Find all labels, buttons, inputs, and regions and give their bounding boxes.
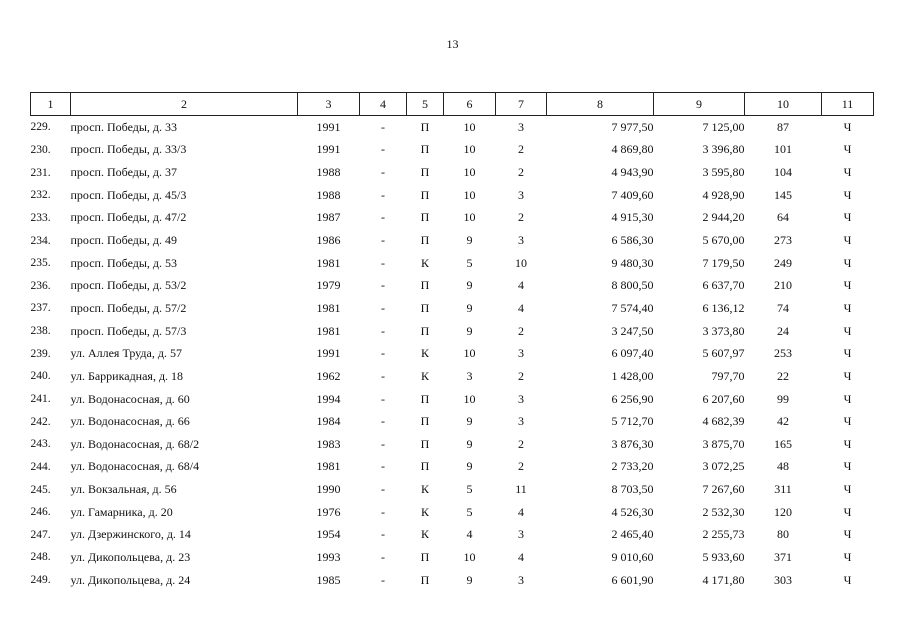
col-4-cell: - [381,459,385,474]
residents-cell: 273 [774,233,792,248]
row-number-cell: 242. [30,415,51,428]
wall-type-cell: П [420,187,430,202]
col-11-cell: Ч [843,142,852,157]
living-area-cell: 6 136,12 [702,300,745,315]
row-number-cell: 246. [30,506,51,519]
wall-type-cell: П [420,119,430,134]
year-built-cell: 1988 [316,165,341,180]
col-4-cell: - [381,165,385,180]
wall-type-cell: П [420,572,430,587]
table-row [31,252,874,275]
total-area-cell: 2 733,20 [611,459,654,474]
floors-cell: 10 [463,142,476,157]
residents-cell: 99 [777,391,789,406]
row-number-cell: 237. [30,302,51,315]
table-row [31,546,874,569]
living-area-cell: 4 171,80 [702,572,745,587]
total-area-cell: 9 010,60 [611,549,654,564]
year-built-cell: 1987 [316,210,341,225]
total-area-cell: 6 586,30 [611,233,654,248]
table-row [31,410,874,433]
column-header-5: 5 [407,93,444,116]
wall-type-cell: К [420,346,429,361]
floors-cell: 10 [463,119,476,134]
page-number: 13 [446,37,459,51]
wall-type-cell: П [420,549,430,564]
col-4-cell: - [381,436,385,451]
living-area-cell: 4 928,90 [702,187,745,202]
wall-type-cell: П [420,278,430,293]
col-4-cell: - [381,255,385,270]
floors-cell: 4 [466,527,473,542]
col-4-cell: - [381,368,385,383]
row-number-cell: 230. [30,143,51,156]
entrances-cell: 3 [518,572,524,587]
wall-type-cell: П [420,459,430,474]
year-built-cell: 1981 [316,300,341,315]
address-cell: просп. Победы, д. 57/3 [70,323,187,338]
total-area-cell: 5 712,70 [611,414,654,429]
entrances-cell: 2 [518,436,524,451]
year-built-cell: 1991 [316,119,341,134]
wall-type-cell: П [420,233,430,248]
column-header-2: 2 [71,93,298,116]
living-area-cell: 7 179,50 [702,255,745,270]
year-built-cell: 1976 [316,504,341,519]
col-4-cell: - [381,187,385,202]
year-built-cell: 1991 [316,346,341,361]
column-header-6: 6 [444,93,496,116]
table-row [31,569,874,592]
entrances-cell: 2 [518,165,524,180]
floors-cell: 9 [466,278,473,293]
residents-cell: 311 [774,482,792,497]
floors-cell: 5 [466,482,473,497]
residents-cell: 80 [777,527,789,542]
residents-cell: 303 [774,572,792,587]
row-number-cell: 239. [30,347,51,360]
col-11-cell: Ч [843,119,852,134]
address-cell: просп. Победы, д. 49 [70,233,178,248]
year-built-cell: 1990 [316,482,341,497]
wall-type-cell: К [420,482,429,497]
entrances-cell: 2 [518,142,524,157]
col-11-cell: Ч [843,255,852,270]
col-11-cell: Ч [843,504,852,519]
residents-cell: 64 [777,210,789,225]
address-cell: ул. Гамарника, д. 20 [70,504,173,519]
floors-cell: 10 [463,187,476,202]
wall-type-cell: П [420,414,430,429]
floors-cell: 3 [466,368,473,383]
col-11-cell: Ч [843,459,852,474]
entrances-cell: 4 [518,504,524,519]
wall-type-cell: П [420,323,430,338]
col-4-cell: - [381,346,385,361]
wall-type-cell: П [420,142,430,157]
address-cell: ул. Дикопольцева, д. 24 [70,572,191,587]
table-row [31,478,874,501]
living-area-cell: 6 637,70 [702,278,745,293]
address-cell: просп. Победы, д. 53/2 [70,278,187,293]
total-area-cell: 4 869,80 [611,142,654,157]
row-number-cell: 241. [30,393,51,405]
table-row [31,342,874,365]
table-row [31,116,874,139]
address-cell: просп. Победы, д. 47/2 [70,210,187,225]
col-11-cell: Ч [843,549,852,564]
total-area-cell: 2 465,40 [611,527,654,542]
row-number-cell: 240. [30,370,51,383]
column-header-11: 11 [822,93,874,116]
residents-cell: 120 [774,504,792,519]
address-cell: просп. Победы, д. 37 [70,165,178,180]
entrances-cell: 4 [518,278,524,293]
col-11-cell: Ч [843,323,852,338]
col-11-cell: Ч [843,233,852,248]
living-area-cell: 797,70 [711,368,745,383]
residents-cell: 104 [774,165,792,180]
col-4-cell: - [381,504,385,519]
year-built-cell: 1984 [316,414,341,429]
row-number-cell: 243. [30,438,51,451]
floors-cell: 10 [463,391,476,406]
address-cell: ул. Аллея Труда, д. 57 [70,346,182,361]
table-body [31,116,874,592]
total-area-cell: 8 703,50 [611,482,654,497]
col-11-cell: Ч [843,210,852,225]
entrances-cell: 3 [518,414,524,429]
entrances-cell: 10 [515,255,527,270]
col-11-cell: Ч [843,165,852,180]
column-header-7: 7 [496,93,547,116]
living-area-cell: 5 670,00 [702,233,745,248]
column-header-8: 8 [547,93,654,116]
year-built-cell: 1954 [316,527,341,542]
living-area-cell: 3 072,25 [702,459,745,474]
row-number-cell: 235. [30,257,51,270]
wall-type-cell: К [420,368,429,383]
col-4-cell: - [381,142,385,157]
col-11-cell: Ч [843,278,852,293]
residents-cell: 165 [774,436,792,451]
address-cell: ул. Водонасосная, д. 60 [70,391,190,406]
year-built-cell: 1981 [316,459,341,474]
entrances-cell: 2 [518,323,524,338]
address-cell: ул. Водонасосная, д. 66 [70,414,190,429]
living-area-cell: 5 933,60 [702,549,745,564]
col-4-cell: - [381,323,385,338]
year-built-cell: 1993 [316,549,341,564]
table-row [31,320,874,343]
entrances-cell: 2 [518,368,524,383]
row-number-cell: 233. [30,211,51,224]
col-11-cell: Ч [843,414,852,429]
total-area-cell: 4 526,30 [611,504,654,519]
living-area-cell: 2 255,73 [702,527,745,542]
floors-cell: 9 [466,300,473,315]
residents-cell: 101 [774,142,792,157]
residents-cell: 22 [777,368,789,383]
entrances-cell: 3 [518,527,524,542]
row-number-cell: 249. [30,574,51,587]
residents-cell: 249 [774,255,792,270]
wall-type-cell: П [420,300,430,315]
col-11-cell: Ч [843,572,852,587]
residents-cell: 48 [777,459,789,474]
living-area-cell: 3 396,80 [702,142,745,157]
col-11-cell: Ч [843,436,852,451]
floors-cell: 9 [466,572,473,587]
floors-cell: 10 [463,346,476,361]
wall-type-cell: П [420,210,430,225]
floors-cell: 9 [466,414,473,429]
living-area-cell: 3 875,70 [702,436,745,451]
table-row [31,139,874,162]
residents-cell: 145 [774,187,792,202]
wall-type-cell: К [420,527,429,542]
row-number-cell: 234. [30,234,51,247]
floors-cell: 10 [463,165,476,180]
col-4-cell: - [381,391,385,406]
row-number-cell: 247. [30,528,51,541]
address-cell: ул. Водонасосная, д. 68/4 [70,459,200,474]
col-4-cell: - [381,233,385,248]
address-cell: ул. Баррикадная, д. 18 [70,368,184,383]
living-area-cell: 2 944,20 [702,210,745,225]
floors-cell: 10 [463,210,476,225]
floors-cell: 5 [466,504,473,519]
address-cell: ул. Вокзальная, д. 56 [70,482,177,497]
col-4-cell: - [381,300,385,315]
residents-cell: 87 [777,119,789,134]
year-built-cell: 1962 [316,368,341,383]
col-11-cell: Ч [843,187,852,202]
col-11-cell: Ч [843,527,852,542]
total-area-cell: 3 247,50 [611,323,654,338]
entrances-cell: 4 [518,549,524,564]
entrances-cell: 2 [518,210,524,225]
column-header-1: 1 [31,93,71,116]
col-11-cell: Ч [843,300,852,315]
total-area-cell: 6 256,90 [611,391,654,406]
col-11-cell: Ч [843,391,852,406]
entrances-cell: 3 [518,391,524,406]
wall-type-cell: П [420,391,430,406]
year-built-cell: 1986 [316,233,341,248]
year-built-cell: 1979 [316,278,341,293]
wall-type-cell: П [420,436,430,451]
address-cell: ул. Водонасосная, д. 68/2 [70,436,200,451]
total-area-cell: 7 409,60 [611,187,654,202]
table-row [31,524,874,547]
table-row [31,365,874,388]
column-header-9: 9 [654,93,745,116]
col-11-cell: Ч [843,346,852,361]
table-row [31,184,874,207]
entrances-cell: 11 [515,482,527,497]
row-number-cell: 231. [30,166,51,179]
residents-cell: 371 [774,549,792,564]
floors-cell: 9 [466,436,473,451]
address-cell: просп. Победы, д. 57/2 [70,300,187,315]
year-built-cell: 1988 [316,187,341,202]
living-area-cell: 4 682,39 [702,414,745,429]
row-number-cell: 244. [30,460,51,473]
row-number-cell: 232. [30,189,51,202]
floors-cell: 9 [466,323,473,338]
col-4-cell: - [381,527,385,542]
col-4-cell: - [381,119,385,134]
table-row [31,456,874,479]
total-area-cell: 6 097,40 [611,346,654,361]
header-row [31,93,874,116]
row-number-cell: 245. [30,483,51,496]
col-4-cell: - [381,549,385,564]
total-area-cell: 7 574,40 [611,300,654,315]
col-4-cell: - [381,278,385,293]
residents-cell: 253 [774,346,792,361]
table-row [31,229,874,252]
table-row [31,274,874,297]
living-area-cell: 3 595,80 [702,165,745,180]
table-row [31,433,874,456]
table-row [31,297,874,320]
entrances-cell: 3 [518,346,524,361]
total-area-cell: 4 915,30 [611,210,654,225]
table-row [31,207,874,230]
address-cell: ул. Дикопольцева, д. 23 [70,549,191,564]
wall-type-cell: К [420,255,429,270]
total-area-cell: 6 601,90 [611,572,654,587]
living-area-cell: 7 125,00 [702,119,745,134]
wall-type-cell: К [420,504,429,519]
address-cell: просп. Победы, д. 33/3 [70,142,187,157]
floors-cell: 9 [466,459,473,474]
floors-cell: 5 [466,255,473,270]
living-area-cell: 3 373,80 [702,323,745,338]
column-header-10: 10 [745,93,822,116]
entrances-cell: 3 [518,187,524,202]
residents-cell: 210 [774,278,792,293]
col-11-cell: Ч [843,368,852,383]
total-area-cell: 9 480,30 [611,255,654,270]
total-area-cell: 8 800,50 [611,278,654,293]
year-built-cell: 1981 [316,255,341,270]
column-header-4: 4 [360,93,407,116]
entrances-cell: 2 [518,459,524,474]
address-cell: просп. Победы, д. 33 [70,119,178,134]
floors-cell: 10 [463,549,476,564]
col-4-cell: - [381,482,385,497]
table-row [31,161,874,184]
address-cell: ул. Дзержинского, д. 14 [70,527,191,542]
column-header-3: 3 [298,93,360,116]
residents-cell: 42 [777,414,789,429]
total-area-cell: 3 876,30 [611,436,654,451]
row-number-cell: 236. [30,279,51,292]
year-built-cell: 1983 [316,436,341,451]
living-area-cell: 7 267,60 [702,482,745,497]
floors-cell: 9 [466,233,473,248]
address-cell: просп. Победы, д. 45/3 [70,187,187,202]
entrances-cell: 4 [518,300,524,315]
year-built-cell: 1991 [316,142,341,157]
table-row [31,501,874,524]
col-11-cell: Ч [843,482,852,497]
row-number-cell: 248. [30,551,51,564]
row-number-cell: 229. [30,121,51,134]
total-area-cell: 4 943,90 [611,165,654,180]
address-cell: просп. Победы, д. 53 [70,255,178,270]
total-area-cell: 1 428,00 [611,368,654,383]
entrances-cell: 3 [518,119,524,134]
year-built-cell: 1985 [316,572,341,587]
col-4-cell: - [381,210,385,225]
residents-cell: 24 [777,323,789,338]
table-row [31,388,874,411]
residents-cell: 74 [777,300,789,315]
entrances-cell: 3 [518,233,524,248]
total-area-cell: 7 977,50 [611,119,654,134]
year-built-cell: 1981 [316,323,341,338]
living-area-cell: 2 532,30 [702,504,745,519]
living-area-cell: 5 607,97 [702,346,745,361]
housing-table [30,92,874,591]
wall-type-cell: П [420,165,430,180]
year-built-cell: 1994 [316,391,341,406]
living-area-cell: 6 207,60 [702,391,745,406]
row-number-cell: 238. [30,325,51,338]
col-4-cell: - [381,414,385,429]
col-4-cell: - [381,572,385,587]
